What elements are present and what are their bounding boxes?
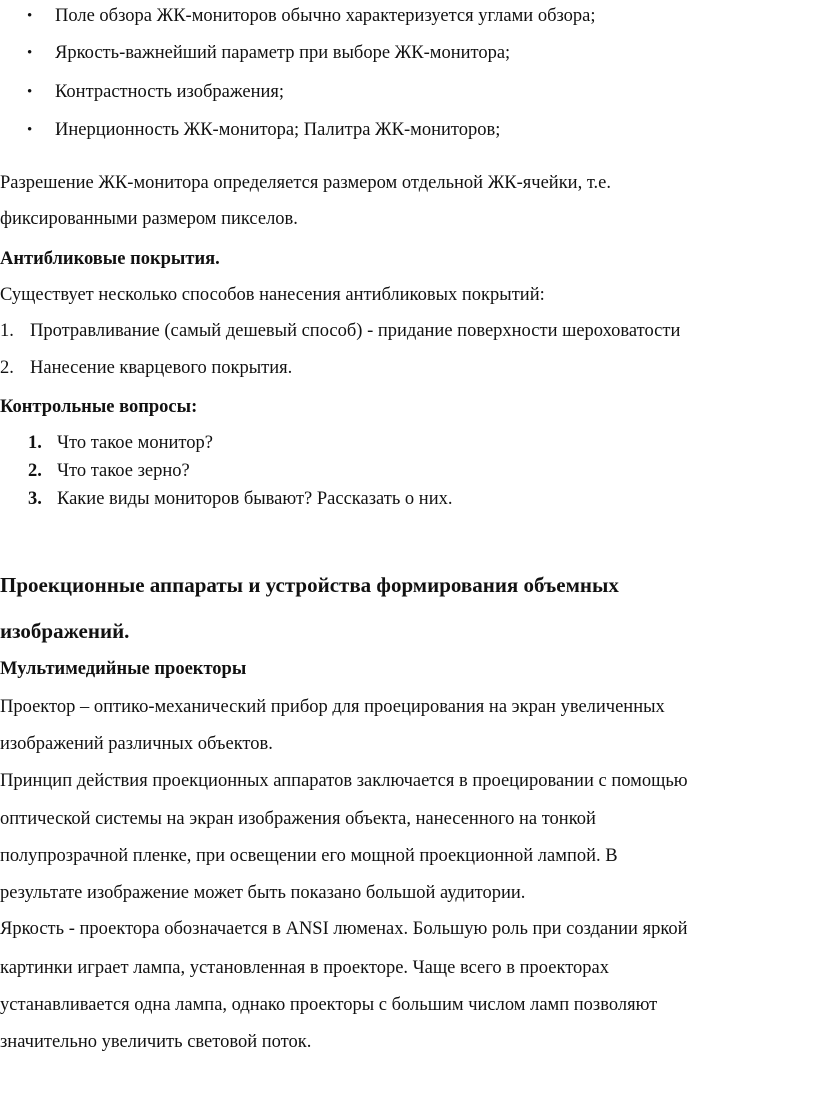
text-line: значительно увеличить световой поток. — [0, 1032, 312, 1052]
antiglare-heading: Антибликовые покрытия. — [0, 249, 220, 269]
question-number: 1. — [28, 433, 42, 453]
bullet-icon: • — [27, 122, 33, 138]
antiglare-intro: Существует несколько способов нанесения антибликовых покрытий: — [0, 285, 545, 305]
bullet-icon: • — [27, 84, 33, 100]
list-item: Нанесение кварцевого покрытия. — [30, 358, 293, 378]
list-number: 2. — [0, 358, 14, 378]
text-line: Принцип действия проекционных аппаратов заключается в проецировании с помощью — [0, 771, 688, 791]
question-number: 3. — [28, 489, 42, 509]
text-line: оптической системы на экран изображения объекта, нанесенного на тонкой — [0, 809, 596, 829]
bullet-item: Контрастность изображения; — [55, 82, 285, 102]
question-item: Какие виды мониторов бывают? Рассказать о них. — [57, 489, 453, 509]
text-line: Разрешение ЖК-монитора определяется размером отдельной ЖК-ячейки, т.е. — [0, 173, 611, 193]
text-line: устанавливается одна лампа, однако проекторы с большим числом ламп позволяют — [0, 995, 658, 1015]
question-item: Что такое монитор? — [57, 433, 213, 453]
text-line: Проектор – оптико-механический прибор для проецирования на экран увеличенных — [0, 697, 665, 717]
text-line: полупрозрачной пленке, при освещении его мощной проекционной лампой. В — [0, 846, 618, 866]
bullet-item: Яркость-важнейший параметр при выборе ЖК-монитора; — [55, 43, 511, 63]
section-title-line: изображений. — [0, 619, 130, 643]
bullet-item: Поле обзора ЖК-мониторов обычно характеризуется углами обзора; — [55, 6, 596, 26]
text-line: картинки играет лампа, установленная в проекторе. Чаще всего в проекторах — [0, 958, 610, 978]
subsection-heading: Мультимедийные проекторы — [0, 659, 247, 679]
question-number: 2. — [28, 461, 42, 481]
text-line: результате изображение может быть показано большой аудитории. — [0, 883, 526, 903]
text-line: Яркость - проектора обозначается в ANSI люменах. Большую роль при создании яркой — [0, 919, 688, 939]
question-item: Что такое зерно? — [57, 461, 190, 481]
text-line: фиксированными размером пикселов. — [0, 209, 298, 229]
section-title-line: Проекционные аппараты и устройства формирования объемных — [0, 573, 619, 597]
list-number: 1. — [0, 321, 14, 341]
bullet-item: Инерционность ЖК-монитора; Палитра ЖК-мониторов; — [55, 120, 501, 140]
questions-heading: Контрольные вопросы: — [0, 397, 198, 417]
text-line: изображений различных объектов. — [0, 734, 273, 754]
bullet-icon: • — [27, 45, 33, 61]
bullet-icon: • — [27, 8, 33, 24]
list-item: Протравливание (самый дешевый способ) - придание поверхности шероховатости — [30, 321, 681, 341]
